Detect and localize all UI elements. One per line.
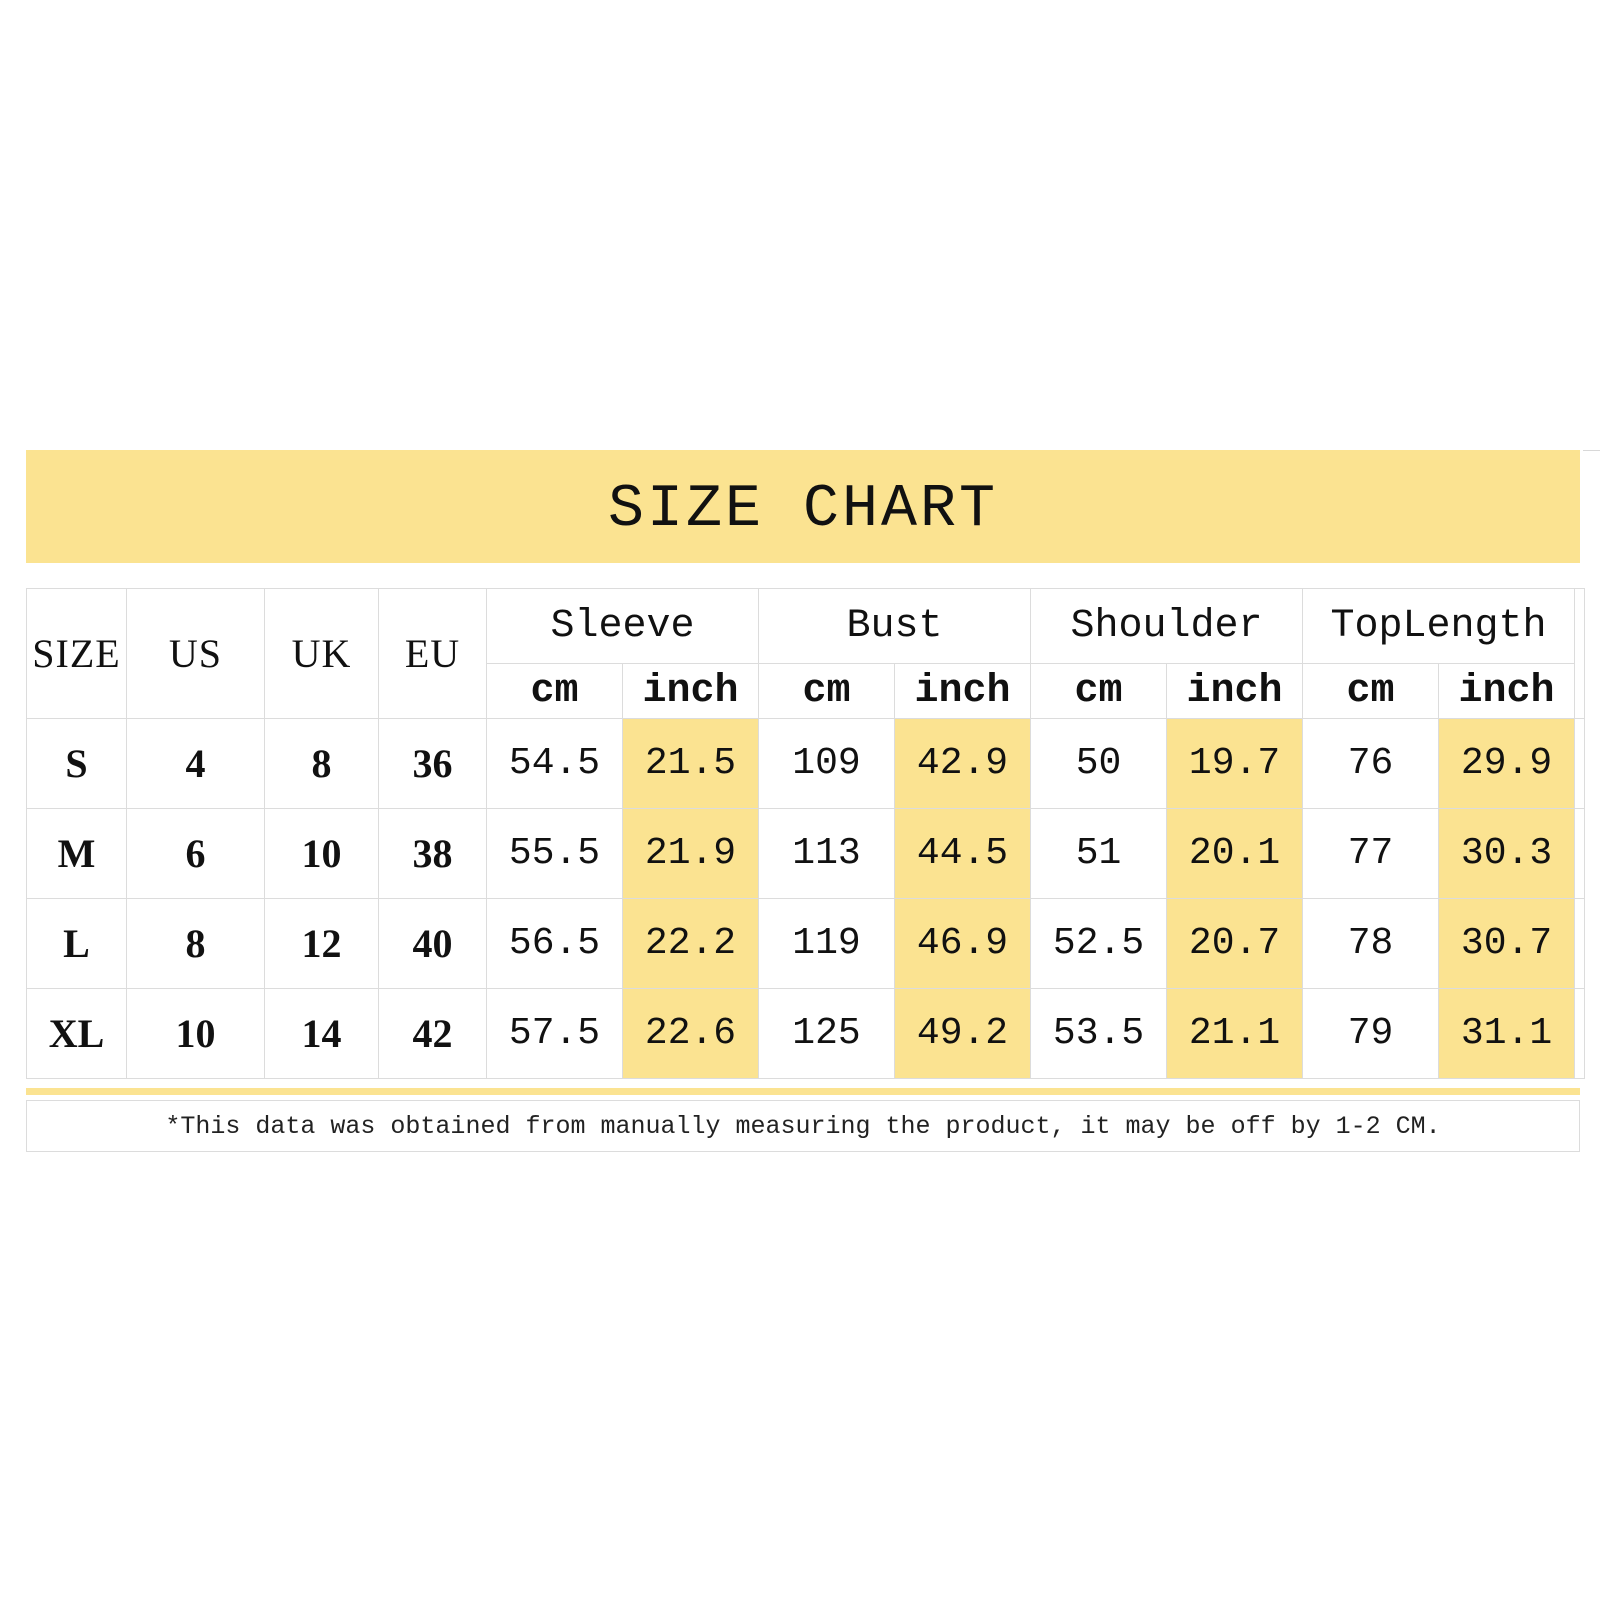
uk-size: 14 xyxy=(265,989,379,1079)
bust-cm: 125 xyxy=(759,989,895,1079)
table-row xyxy=(27,809,1585,899)
sleeve-inch: 21.9 xyxy=(623,809,759,899)
eu-size: 38 xyxy=(379,809,487,899)
toplength-cm: 77 xyxy=(1303,809,1439,899)
table-row xyxy=(27,989,1585,1079)
eu-size: 42 xyxy=(379,989,487,1079)
uk-size: 8 xyxy=(265,719,379,809)
page-title: SIZE CHART xyxy=(607,475,999,544)
title-banner xyxy=(26,450,1580,563)
bust-inch: 46.9 xyxy=(895,899,1031,989)
bust-inch: 49.2 xyxy=(895,989,1031,1079)
size-label: M xyxy=(27,809,127,899)
unit-header-inch: inch xyxy=(1439,664,1575,719)
sleeve-inch: 21.5 xyxy=(623,719,759,809)
unit-header-cm: cm xyxy=(487,664,623,719)
us-size: 6 xyxy=(127,809,265,899)
shoulder-cm: 53.5 xyxy=(1031,989,1167,1079)
unit-header-cm: cm xyxy=(759,664,895,719)
unit-header-cm: cm xyxy=(1031,664,1167,719)
table-row xyxy=(27,899,1585,989)
edge-cell xyxy=(1575,899,1585,989)
size-chart-table xyxy=(26,588,1585,1079)
column-header-size: SIZE xyxy=(27,589,127,719)
shoulder-inch: 19.7 xyxy=(1167,719,1303,809)
toplength-inch: 30.3 xyxy=(1439,809,1575,899)
size-label: L xyxy=(27,899,127,989)
column-header-bust: Bust xyxy=(759,589,1031,664)
unit-header-inch: inch xyxy=(1167,664,1303,719)
eu-size: 36 xyxy=(379,719,487,809)
shoulder-inch: 21.1 xyxy=(1167,989,1303,1079)
bust-cm: 113 xyxy=(759,809,895,899)
sleeve-cm: 54.5 xyxy=(487,719,623,809)
us-size: 8 xyxy=(127,899,265,989)
us-size: 4 xyxy=(127,719,265,809)
unit-header-inch: inch xyxy=(895,664,1031,719)
column-header-sleeve: Sleeve xyxy=(487,589,759,664)
sleeve-cm: 55.5 xyxy=(487,809,623,899)
edge-divider xyxy=(1583,450,1600,451)
shoulder-inch: 20.1 xyxy=(1167,809,1303,899)
edge-cell xyxy=(1575,989,1585,1079)
sleeve-inch: 22.6 xyxy=(623,989,759,1079)
bust-cm: 109 xyxy=(759,719,895,809)
shoulder-cm: 52.5 xyxy=(1031,899,1167,989)
column-header-us: US xyxy=(127,589,265,719)
measurement-footnote xyxy=(26,1100,1580,1152)
sleeve-inch: 22.2 xyxy=(623,899,759,989)
uk-size: 12 xyxy=(265,899,379,989)
column-header-toplength: TopLength xyxy=(1303,589,1575,664)
column-header-shoulder: Shoulder xyxy=(1031,589,1303,664)
toplength-inch: 30.7 xyxy=(1439,899,1575,989)
toplength-inch: 31.1 xyxy=(1439,989,1575,1079)
unit-header-cm: cm xyxy=(1303,664,1439,719)
uk-size: 10 xyxy=(265,809,379,899)
unit-header-inch: inch xyxy=(623,664,759,719)
table-row xyxy=(27,719,1585,809)
column-header-uk: UK xyxy=(265,589,379,719)
size-label: S xyxy=(27,719,127,809)
toplength-cm: 76 xyxy=(1303,719,1439,809)
header-row-groups xyxy=(27,589,1585,664)
size-label: XL xyxy=(27,989,127,1079)
bust-cm: 119 xyxy=(759,899,895,989)
bust-inch: 42.9 xyxy=(895,719,1031,809)
toplength-inch: 29.9 xyxy=(1439,719,1575,809)
footnote-divider xyxy=(26,1088,1580,1095)
edge-cell xyxy=(1575,589,1585,719)
sleeve-cm: 57.5 xyxy=(487,989,623,1079)
toplength-cm: 79 xyxy=(1303,989,1439,1079)
us-size: 10 xyxy=(127,989,265,1079)
eu-size: 40 xyxy=(379,899,487,989)
edge-cell xyxy=(1575,719,1585,809)
shoulder-cm: 51 xyxy=(1031,809,1167,899)
edge-cell xyxy=(1575,809,1585,899)
bust-inch: 44.5 xyxy=(895,809,1031,899)
shoulder-inch: 20.7 xyxy=(1167,899,1303,989)
shoulder-cm: 50 xyxy=(1031,719,1167,809)
column-header-eu: EU xyxy=(379,589,487,719)
sleeve-cm: 56.5 xyxy=(487,899,623,989)
toplength-cm: 78 xyxy=(1303,899,1439,989)
footnote-text: *This data was obtained from manually measuring the product, it may be off by 1-2 CM. xyxy=(165,1111,1441,1141)
